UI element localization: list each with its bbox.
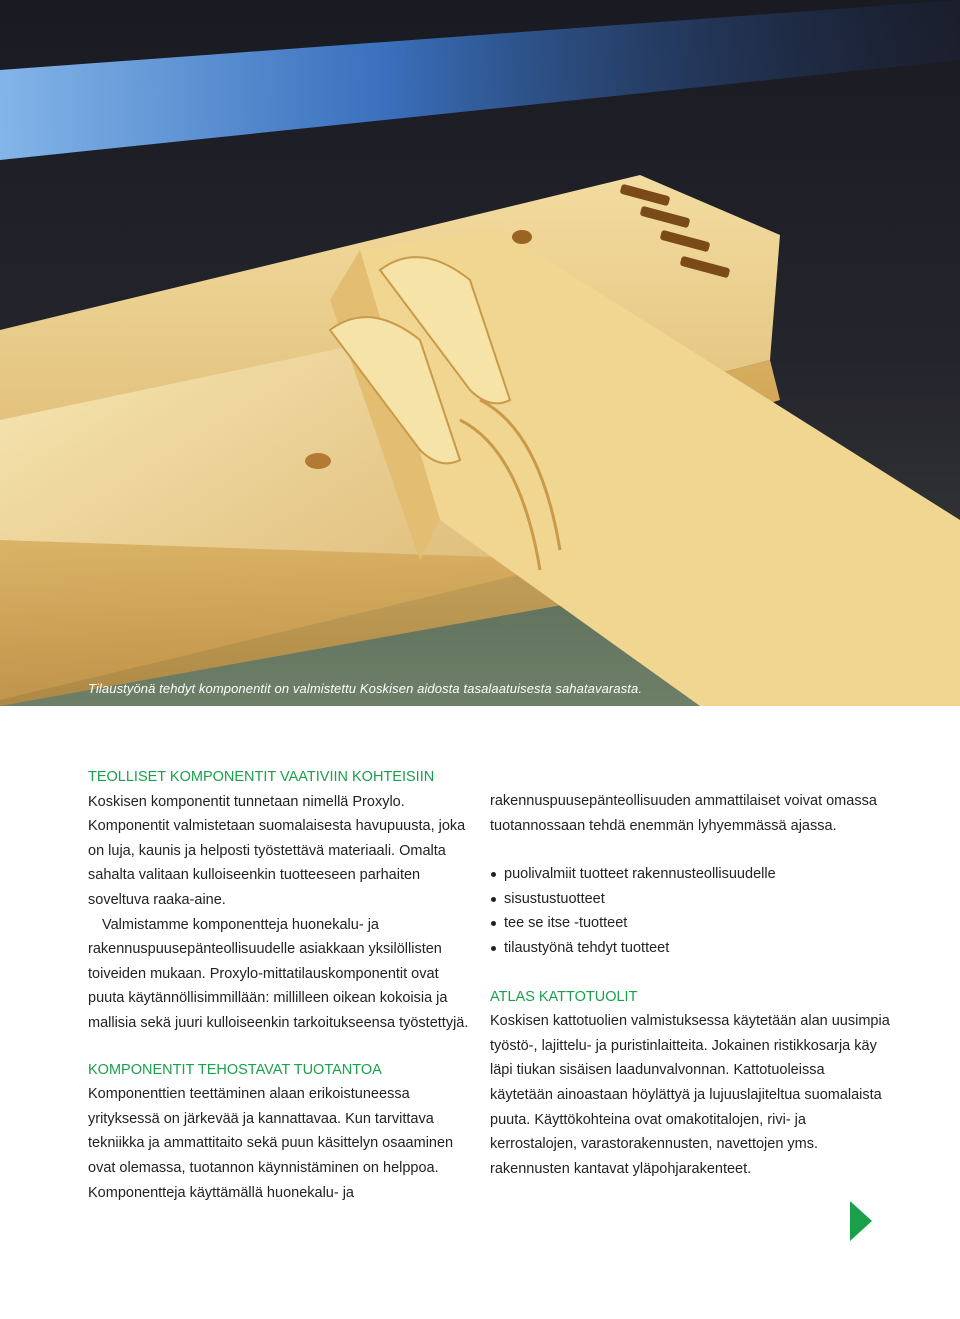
- triangle-right-icon: [850, 1201, 872, 1241]
- photo-caption: Tilaustyönä tehdyt komponentit on valmistettu Koskisen aidosta tasalaatuisesta sahatavarasta.: [88, 681, 643, 696]
- paragraph-roof-trusses: Koskisen kattotuolien valmistuksessa käytetään alan uusimpia työstö-, lajittelu- ja puristinlaitteita. Jokainen ristikkosarja käy läpi tiukan sisäisen laadunvalvonnan. Kattotuoleissa käytetään ainoastaan höylättyä ja lujuuslajiteltua suomalaista puuta. Käyttökohteina ovat omakotitalojen, rivi- ja kerrostalojen, varastorakennusten, navettojen yms. rakennusten kantavat yläpohjarakenteet.: [490, 1013, 890, 1177]
- next-page-icon[interactable]: [850, 1201, 872, 1241]
- left-column: [88, 765, 478, 1205]
- list-item: tilaustyönä tehdyt tuotteet: [490, 936, 890, 961]
- paragraph-intro: Koskisen komponentit tunnetaan nimellä Proxylo. Komponentit valmistetaan suomalaisesta havupuusta, joka on luja, kaunis ja helposti työstettävä materiaali. Omalta sahalta valitaan kulloiseenkin tuotteeseen parhaiten soveltuva raaka-aine.: [88, 793, 466, 908]
- paragraph-continued: rakennuspuusepänteollisuuden ammattilaiset voivat omassa tuotannossaan tehdä enemmän lyhyemmässä ajassa.: [490, 793, 877, 834]
- right-column: [490, 789, 890, 1181]
- list-item: puolivalmiit tuotteet rakennusteollisuudelle: [490, 862, 890, 887]
- list-item: sisustustuotteet: [490, 887, 890, 912]
- list-item: tee se itse -tuotteet: [490, 911, 890, 936]
- section-heading-industrial-components: TEOLLISET KOMPONENTIT VAATIVIIN KOHTEISIIN: [88, 769, 435, 785]
- paragraph-production: Komponenttien teettäminen alaan erikoistuneessa yrityksessä on järkevää ja kannattavaa. Kun tarvittava tekniikka ja ammattitaito sekä puun käsittelyn osaaminen ovat olemassa, tuotannon käynnistäminen on helppoa. Komponentteja käyttämällä huonekalu- ja: [88, 1086, 454, 1201]
- paragraph-custom-components: Valmistamme komponentteja huonekalu- ja rakennuspuusepänteollisuudelle asiakkaan yksilöllisten toiveiden mukaan. Proxylo-mittatilauskomponentit ovat puuta käytännöllisimmillään: millilleen oikean kokoisia ja mallisia sekä juuri kulloiseenkin tarkoitukseensa työstettyjä.: [88, 916, 469, 1031]
- section-heading-atlas-roof-trusses: ATLAS KATTOTUOLIT: [490, 988, 638, 1005]
- section-heading-boost-production: KOMPONENTIT TEHOSTAVAT TUOTANTOA: [88, 1061, 382, 1078]
- product-list: [490, 862, 890, 960]
